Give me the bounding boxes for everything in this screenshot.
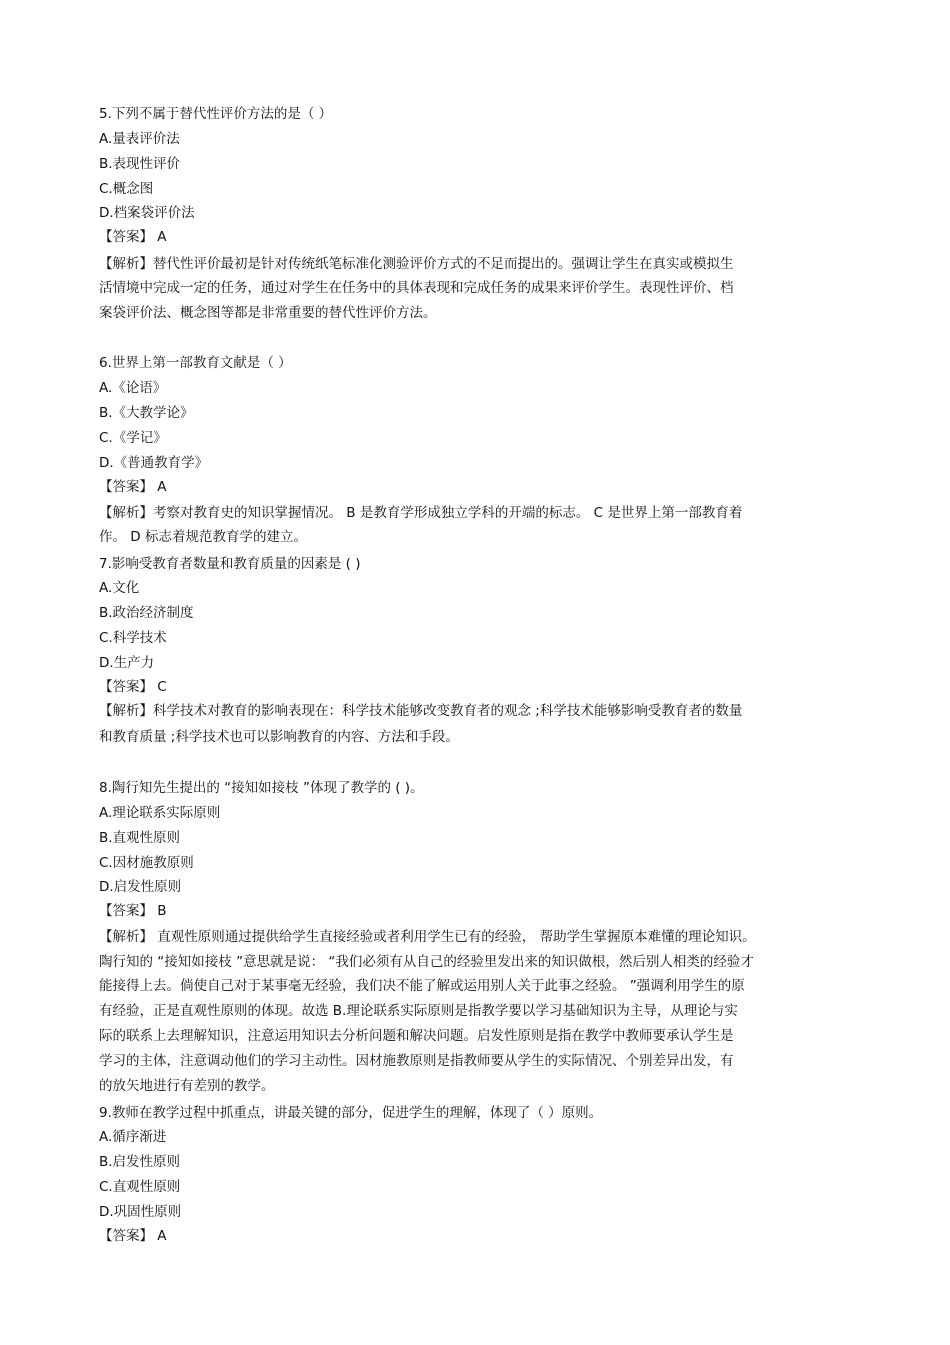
q6-question: 6.世界上第一部教育文献是（ ） [99, 355, 292, 371]
q8-explanation-line: 有经验，正是直观性原则的体现。故选 B.理论联系实际原则是指教学要以学习基础知识为主导，从理论与实 [99, 1003, 738, 1019]
q7-option-a: A.文化 [99, 580, 140, 596]
q7-explanation-line: 和教育质量 ;科学技术也可以影响教育的内容、方法和手段。 [99, 729, 459, 745]
q8-explanation-line: 学习的主体，注意调动他们的学习主动性。因材施教原则是指教师要从学生的实际情况、个别差异出发，有 [99, 1053, 734, 1069]
q6-option-b: B.《大教学论》 [99, 405, 194, 421]
q9-option-a: A.循序渐进 [99, 1129, 167, 1145]
q7-option-d: D.生产力 [99, 655, 155, 671]
q6-option-d: D.《普通教育学》 [99, 455, 209, 471]
q6-option-a: A.《论语》 [99, 380, 167, 396]
q8-option-c: C.因材施教原则 [99, 855, 194, 871]
q8-explanation-line: 能接得上去。倘使自己对于某事毫无经验，我们决不能了解或运用别人关于此事之经验。 ”强调利用学生的原 [99, 978, 745, 994]
q7-option-c: C.科学技术 [99, 630, 167, 646]
q7-explanation-line: 【解析】科学技术对教育的影响表现在：科学技术能够改变教育者的观念 ;科学技术能够影响受教育者的数量 [99, 703, 743, 719]
q5-answer: 【答案】 A [99, 229, 167, 245]
q6-explanation-line: 作。 D 标志着规范教育学的建立。 [99, 529, 307, 545]
q7-option-b: B.政治经济制度 [99, 605, 194, 621]
q8-option-d: D.启发性原则 [99, 879, 182, 895]
q5-option-d: D.档案袋评价法 [99, 205, 195, 221]
q8-explanation-line: 的放矢地进行有差别的教学。 [99, 1078, 275, 1094]
q7-answer: 【答案】 C [99, 679, 167, 695]
q9-question: 9.教师在教学过程中抓重点，讲最关键的部分，促进学生的理解，体现了（ ）原则。 [99, 1105, 603, 1121]
q6-answer: 【答案】 A [99, 479, 167, 495]
q5-option-b: B.表现性评价 [99, 156, 181, 172]
q8-option-a: A.理论联系实际原则 [99, 805, 221, 821]
q5-option-a: A.量表评价法 [99, 131, 180, 147]
q8-question: 8.陶行知先生提出的 “接知如接枝 ”体现了教学的 ( )。 [99, 780, 424, 796]
q5-explanation-line: 活情境中完成一定的任务，通过对学生在任务中的具体表现和完成任务的成果来评价学生。表现性评价、档 [99, 280, 734, 296]
q8-explanation-line: 陶行知的 “接知如接枝 ”意思就是说： “我们必须有从自己的经验里发出来的知识做根，然后别人相类的经验才 [99, 954, 754, 970]
q5-explanation-line: 案袋评价法、概念图等都是非常重要的替代性评价方法。 [99, 305, 437, 321]
q5-question: 5.下列不属于替代性评价方法的是（ ） [99, 106, 333, 122]
q9-option-c: C.直观性原则 [99, 1179, 181, 1195]
q6-option-c: C.《学记》 [99, 430, 167, 446]
q9-option-d: D.巩固性原则 [99, 1204, 182, 1220]
q8-answer: 【答案】 B [99, 903, 167, 919]
q8-explanation-line: 际的联系上去理解知识，注意运用知识去分析问题和解决问题。启发性原则是指在教学中教师要承认学生是 [99, 1028, 734, 1044]
q8-option-b: B.直观性原则 [99, 830, 181, 846]
q8-explanation-line: 【解析】 直观性原则通过提供给学生直接经验或者利用学生已有的经验， 帮助学生掌握原本难懂的理论知识。 [99, 929, 756, 945]
q9-option-b: B.启发性原则 [99, 1154, 181, 1170]
q9-answer: 【答案】 A [99, 1228, 167, 1244]
q5-explanation-line: 【解析】替代性评价最初是针对传统纸笔标准化测验评价方式的不足而提出的。强调让学生在真实或模拟生 [99, 256, 734, 272]
q7-question: 7.影响受教育者数量和教育质量的因素是 ( ) [99, 556, 361, 572]
q6-explanation-line: 【解析】考察对教育史的知识掌握情况。 B 是教育学形成独立学科的开端的标志。 C 是世界上第一部教育着 [99, 505, 743, 521]
q5-option-c: C.概念图 [99, 181, 154, 197]
